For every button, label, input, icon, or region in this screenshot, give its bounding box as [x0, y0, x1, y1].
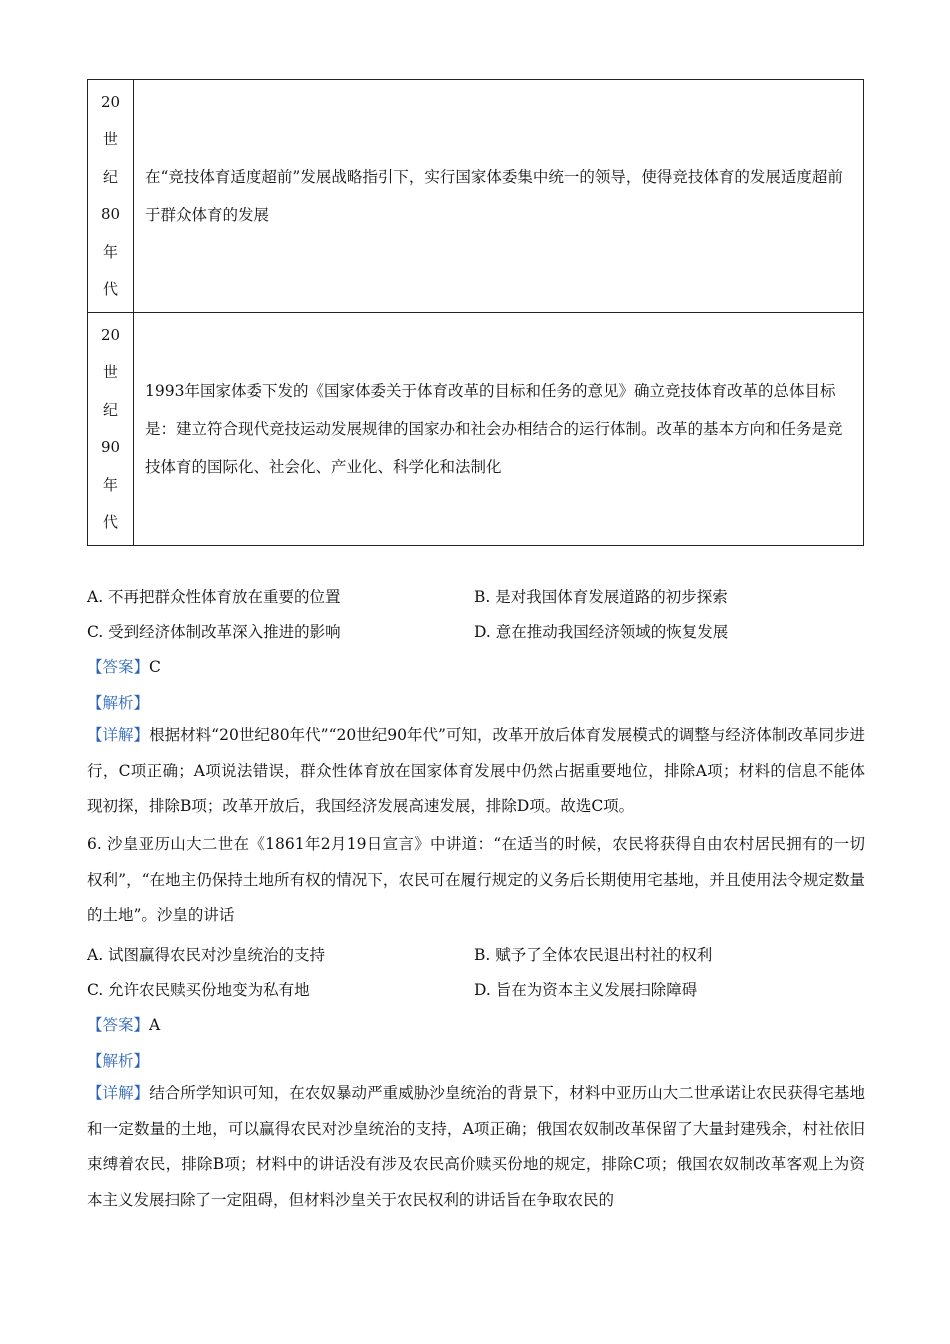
era-cell — [88, 80, 134, 313]
option-row — [87, 614, 867, 649]
table-row — [88, 80, 864, 313]
analysis-tag: 【解析】 — [87, 1052, 150, 1070]
answer-tag: 【答案】 — [87, 1016, 150, 1034]
era-char: 纪 — [102, 167, 118, 186]
description-cell: 在“竞技体育适度超前”发展战略指引下，实行国家体委集中统一的领导，使得竞技体育的发展适度超前于群众体育的发展 — [134, 80, 864, 313]
q6-detail — [87, 1076, 865, 1219]
answer-value: A — [149, 1016, 161, 1034]
material-table — [87, 79, 864, 546]
q5-options — [87, 579, 867, 649]
era-char: 纪 — [102, 400, 118, 419]
era-char: 代 — [102, 513, 118, 531]
era-char: 代 — [102, 280, 118, 298]
option-row — [87, 937, 867, 972]
option-d: D. 旨在为资本主义发展扫除障碍 — [474, 980, 698, 999]
option-c: C. 受到经济体制改革深入推进的影响 — [87, 622, 341, 641]
era-char: 20 — [100, 325, 121, 344]
option-d: D. 意在推动我国经济领域的恢复发展 — [474, 622, 729, 641]
detail-tag: 【详解】 — [87, 1084, 150, 1102]
q5-detail — [87, 718, 865, 825]
answer-tag: 【答案】 — [87, 658, 150, 676]
option-row — [87, 972, 867, 1007]
era-char: 世 — [102, 363, 118, 381]
q6-options — [87, 937, 867, 1007]
q6-analysis-line — [87, 1049, 867, 1071]
era-char: 年 — [102, 242, 118, 261]
era-char: 80 — [100, 205, 121, 223]
q5-answer-line — [87, 655, 867, 677]
era-char: 世 — [102, 130, 118, 148]
description-cell: 1993年国家体委下发的《国家体委关于体育改革的目标和任务的意见》确立竞技体育改革的总体目标是：建立符合现代竞技运动发展规律的国家办和社会办相结合的运行体制。改革的基本方向和任务是竞技体育的国际化、社会化、产业化、科学化和法制化 — [134, 313, 864, 546]
option-c: C. 允许农民赎买份地变为私有地 — [87, 980, 310, 999]
era-char: 20 — [100, 92, 121, 111]
q6-stem: 6. 沙皇亚历山大二世在《1861年2月19日宣言》中讲道：“在适当的时候，农民将获得自由农村居民拥有的一切权利”，“在地主仍保持土地所有权的情况下，农民可在履行规定的义务后长期使用宅基地，并且使用法令规定数量的土地”。沙皇的讲话 — [87, 835, 865, 925]
option-b: B. 赋予了全体农民退出村社的权利 — [474, 945, 713, 964]
option-b: B. 是对我国体育发展道路的初步探索 — [474, 587, 728, 606]
answer-value: C — [149, 658, 161, 676]
q5-analysis-line — [87, 691, 867, 713]
detail-text: 结合所学知识可知，在农奴暴动严重威胁沙皇统治的背景下，材料中亚历山大二世承诺让农民获得宅基地和一定数量的土地，可以赢得农民对沙皇统治的支持，A项正确；俄国农奴制改革保留了大量封建残余，村社依旧束缚着农民，排除B项；材料中的讲话没有涉及农民高价赎买份地的规定，排除C项；俄国农奴制改革客观上为资本主义发展扫除了一定阻碍，但材料沙皇关于农民权利的讲话旨在争取农民的 — [87, 1084, 865, 1210]
option-a: A. 不再把群众性体育放在重要的位置 — [87, 587, 341, 606]
detail-tag: 【详解】 — [87, 726, 150, 744]
era-char: 年 — [102, 475, 118, 494]
era-char: 90 — [100, 438, 121, 456]
detail-text: 根据材料“20世纪80年代”“20世纪90年代”可知，改革开放后体育发展模式的调整与经济体制改革同步进行，C项正确；A项说法错误，群众性体育放在国家体育发展中仍然占据重要地位，排除A项；材料的信息不能体现初探，排除B项；改革开放后，我国经济发展高速发展，排除D项。故选C项。 — [87, 726, 865, 816]
option-a: A. 试图赢得农民对沙皇统治的支持 — [87, 945, 326, 964]
table-row — [88, 313, 864, 546]
era-cell — [88, 313, 134, 546]
analysis-tag: 【解析】 — [87, 694, 150, 712]
option-row — [87, 579, 867, 614]
q6-answer-line — [87, 1013, 867, 1035]
